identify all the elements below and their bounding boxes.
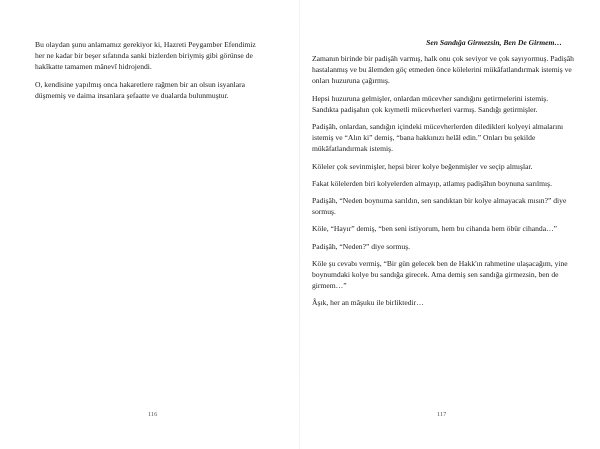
right-page xyxy=(300,0,600,449)
right-page-body xyxy=(312,53,574,315)
paragraph: Âşık, her an mâşuku ile birliktedir… xyxy=(312,298,424,308)
paragraph: Fakat kölelerden biri kolyelerden almayıp, atlamış padişâhın boynuna sarılmış. xyxy=(312,178,552,188)
paragraph: Köle, “Hayır” demiş, “ben seni istiyorum, hem bu cihanda hem öbür cihanda…” xyxy=(312,224,558,234)
paragraph: O, kendisine yapılmış onca hakaretlere rağmen bir an olsun isyanlara düşmemiş ve daima insanlara şefaatte ve dualarda bulunmuştur. xyxy=(35,79,246,100)
page-number-left: 116 xyxy=(148,411,158,418)
paragraph: Padişâh, “Neden?” diye sormuş. xyxy=(312,241,411,251)
paragraph: Hepsi huzuruna gelmişler, onlardan mücevher sandığını getirmelerini istemiş. Sandıkta padişahın çok kıymetli mücevherleri varmış. Sandığı getirmişler. xyxy=(312,93,549,114)
paragraph: Köleler çok sevinmişler, hepsi birer kolye beğenmişler ve seçip almışlar. xyxy=(312,161,533,171)
paragraph: Köle şu cevabı vermiş, “Bir gün gelecek ben de Hakk'ın rahmetine ulaşacağım, yine boynumdaki kolye bu sandığa girecek. Ama demiş sen sandığa girmezsin, ben de girmem…” xyxy=(312,258,568,291)
running-head: Sen Sandığa Girmezsin, Ben De Girmem… xyxy=(426,38,562,47)
paragraph: Zamanın birinde bir padişâh varmış, halk onu çok seviyor ve çok sayıyormuş. Padişâh hastalanmış ve bu âlemden göç etmeden önce kölelerini mükâfatlandırmak istemiş ve onları huzuruna çağırmış. xyxy=(312,54,574,86)
paragraph: Bu olaydan şunu anlamamız gerekiyor ki, Hazreti Peygamber Efendimiz her ne kadar bir beşer sıfatında sanki bizlerden biriymiş gibi görünse de hakîkatte tamamen mânevî hidrojendi. xyxy=(35,40,256,72)
left-page-body xyxy=(35,39,261,107)
paragraph: Padişâh, “Neden boynuma sarıldın, sen sandıktan bir kolye almayacak mısın?” diye sormuş. xyxy=(312,196,567,217)
paragraph: Padişâh, onlardan, sandığın içindeki mücevherlerden diledikleri kolyeyi almalarını istemiş ve “Alın ki” demiş, “bana hakkınızı helâl edin.” Onları bu şekilde mükâfatlandırmak istemiş. xyxy=(312,122,564,154)
page-number-right: 117 xyxy=(437,411,447,418)
